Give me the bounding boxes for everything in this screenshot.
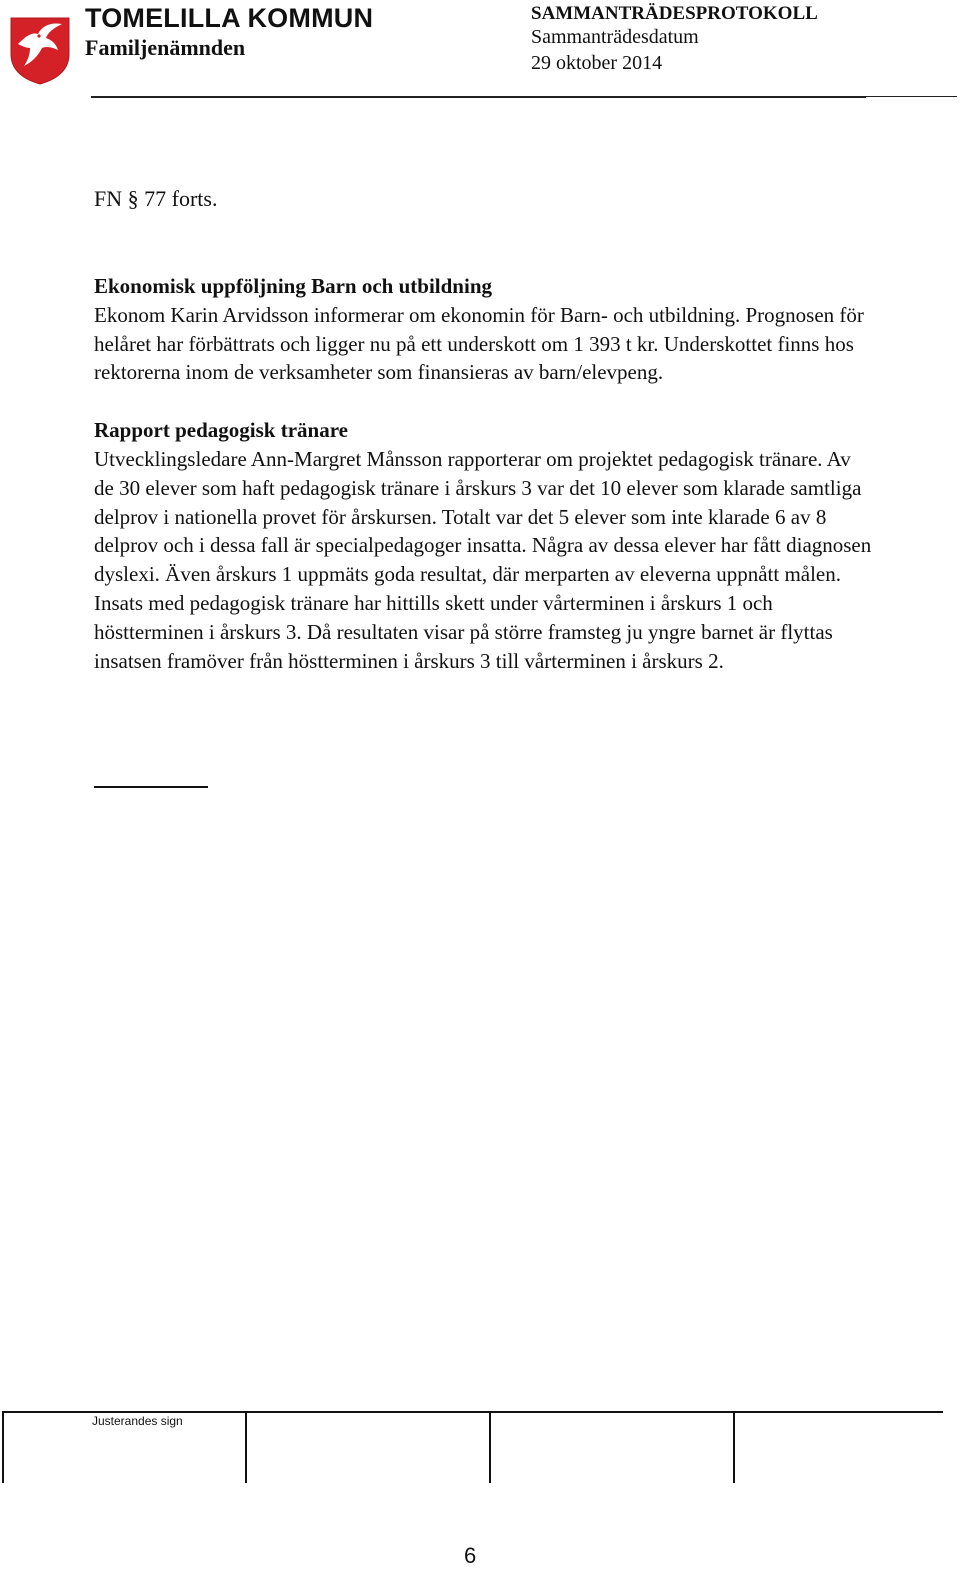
signature-label: Justerandes sign xyxy=(92,1414,183,1428)
coat-of-arms-icon xyxy=(8,14,72,86)
signature-cell xyxy=(2,1413,4,1483)
section-body-economy: Ekonom Karin Arvidsson informerar om ekonomin för Barn- och utbildning. Prognosen för helåret har förbättrats och ligger nu på ett underskott om 1 393 t kr. Underskottet finns hos rektorerna inom de verksamheter som finansieras av barn/elevpeng. xyxy=(94,302,864,385)
section-reference: FN § 77 forts. xyxy=(94,186,218,211)
meeting-date-label: Sammanträdesdatum xyxy=(531,26,699,48)
signature-cell xyxy=(489,1413,491,1483)
section-heading-economy: Ekonomisk uppföljning Barn och utbildning xyxy=(94,274,492,298)
end-of-section-rule xyxy=(94,786,208,788)
protocol-type: SAMMANTRÄDESPROTOKOLL xyxy=(531,3,818,24)
committee-name: Familjenämnden xyxy=(85,35,246,60)
section-body-pedagogical-trainer: Utvecklingsledare Ann-Margret Månsson rapporterar om projektet pedagogisk tränare. Av de 30 elever som haft pedagogisk tränare i årskurs 3 var det 10 elever som klarade samtliga delprov i nationella provet för årskursen. Totalt var det 5 elever som inte klarade 6 av 8 delprov och i dessa fall är specialpedagoger insatta. Några av dessa elever har fått diagnosen dyslexi. Även årskurs 1 uppmäts goda resultat, där merparten av eleverna uppnått målen. Insats med pedagogisk tränare har hittills skett under vårterminen i årskurs 1 och höstterminen i årskurs 3. Då resultaten visar på större framsteg ju yngre barnet är flyttas insatsen framöver från höstterminen i årskurs 3 till vårterminen i årskurs 2. xyxy=(94,446,872,673)
document-body xyxy=(94,272,874,675)
signature-cell xyxy=(245,1413,247,1483)
signature-cell xyxy=(733,1413,735,1483)
section-heading-pedagogical-trainer: Rapport pedagogisk tränare xyxy=(94,418,348,443)
page-number: 6 xyxy=(464,1543,477,1568)
organization-name: TOMELILLA KOMMUN xyxy=(85,3,374,33)
meeting-date: 29 oktober 2014 xyxy=(531,52,663,74)
header-divider-thick xyxy=(91,96,866,98)
